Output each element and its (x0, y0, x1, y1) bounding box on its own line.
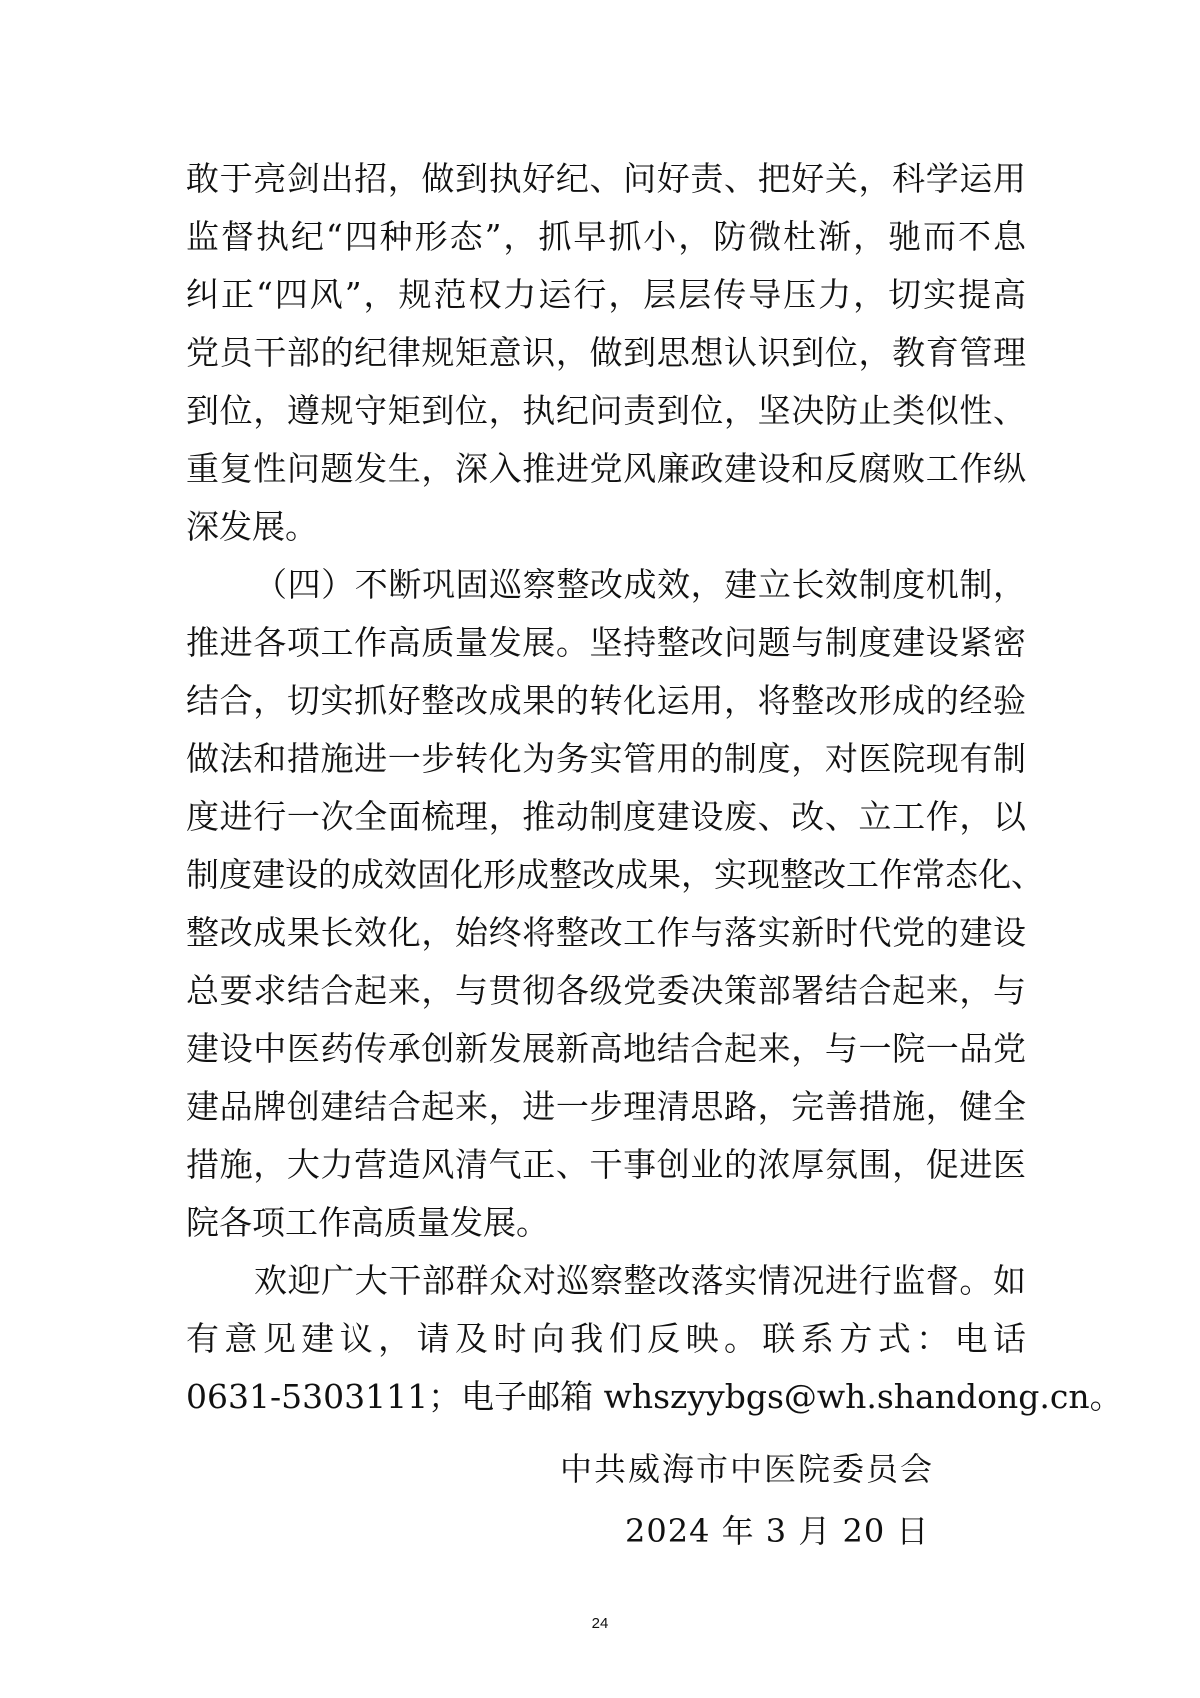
paragraph-line: 敢于亮剑出招，做到执好纪、问好责、把好关，科学运用 (186, 159, 1026, 198)
section-heading-line: （四）不断巩固巡察整改成效，建立长效制度机制， (254, 565, 1026, 604)
paragraph-line: 推进各项工作高质量发展。坚持整改问题与制度建设紧密 (186, 623, 1026, 662)
paragraph-line: 做法和措施进一步转化为务实管用的制度，对医院现有制 (186, 739, 1026, 778)
paragraph-line: 深发展。 (186, 507, 318, 546)
paragraph-line: 纠正“四风”，规范权力运行，层层传导压力，切实提高 (186, 275, 1026, 314)
paragraph-line: 建品牌创建结合起来，进一步理清思路，完善措施，健全 (186, 1087, 1026, 1126)
contact-info-line: 0631-5303111；电子邮箱 whszyybgs@wh.shandong.cn。 (186, 1377, 1123, 1416)
paragraph-line: 到位，遵规守矩到位，执纪问责到位，坚决防止类似性、 (186, 391, 1026, 430)
paragraph-line: 有意见建议，请及时向我们反映。联系方式：电话 (186, 1319, 1026, 1358)
paragraph-line: 欢迎广大干部群众对巡察整改落实情况进行监督。如 (254, 1261, 1026, 1300)
paragraph-line: 总要求结合起来，与贯彻各级党委决策部署结合起来，与 (186, 971, 1026, 1010)
paragraph-line: 监督执纪“四种形态”，抓早抓小，防微杜渐，驰而不息 (186, 217, 1026, 256)
paragraph-line: 党员干部的纪律规矩意识，做到思想认识到位，教育管理 (186, 333, 1026, 372)
paragraph-line: 院各项工作高质量发展。 (186, 1203, 549, 1242)
document-body (186, 150, 1123, 1426)
paragraph-line: 度进行一次全面梳理，推动制度建设废、改、立工作，以 (186, 797, 1026, 836)
paragraph-line: 重复性问题发生，深入推进党风廉政建设和反腐败工作纵 (186, 449, 1026, 488)
paragraph-line: 结合，切实抓好整改成果的转化运用，将整改形成的经验 (186, 681, 1026, 720)
signature-date: 2024 年 3 月 20 日 (625, 1512, 930, 1550)
paragraph-line: 建设中医药传承创新发展新高地结合起来，与一院一品党 (186, 1029, 1026, 1068)
paragraph-line: 制度建设的成效固化形成整改成果，实现整改工作常态化、 (186, 855, 1044, 894)
signature-organization: 中共威海市中医院委员会 (560, 1450, 935, 1488)
page-number: 24 (591, 1615, 609, 1632)
paragraph-line: 整改成果长效化，始终将整改工作与落实新时代党的建设 (186, 913, 1026, 952)
paragraph-line: 措施，大力营造风清气正、干事创业的浓厚氛围，促进医 (186, 1145, 1026, 1184)
